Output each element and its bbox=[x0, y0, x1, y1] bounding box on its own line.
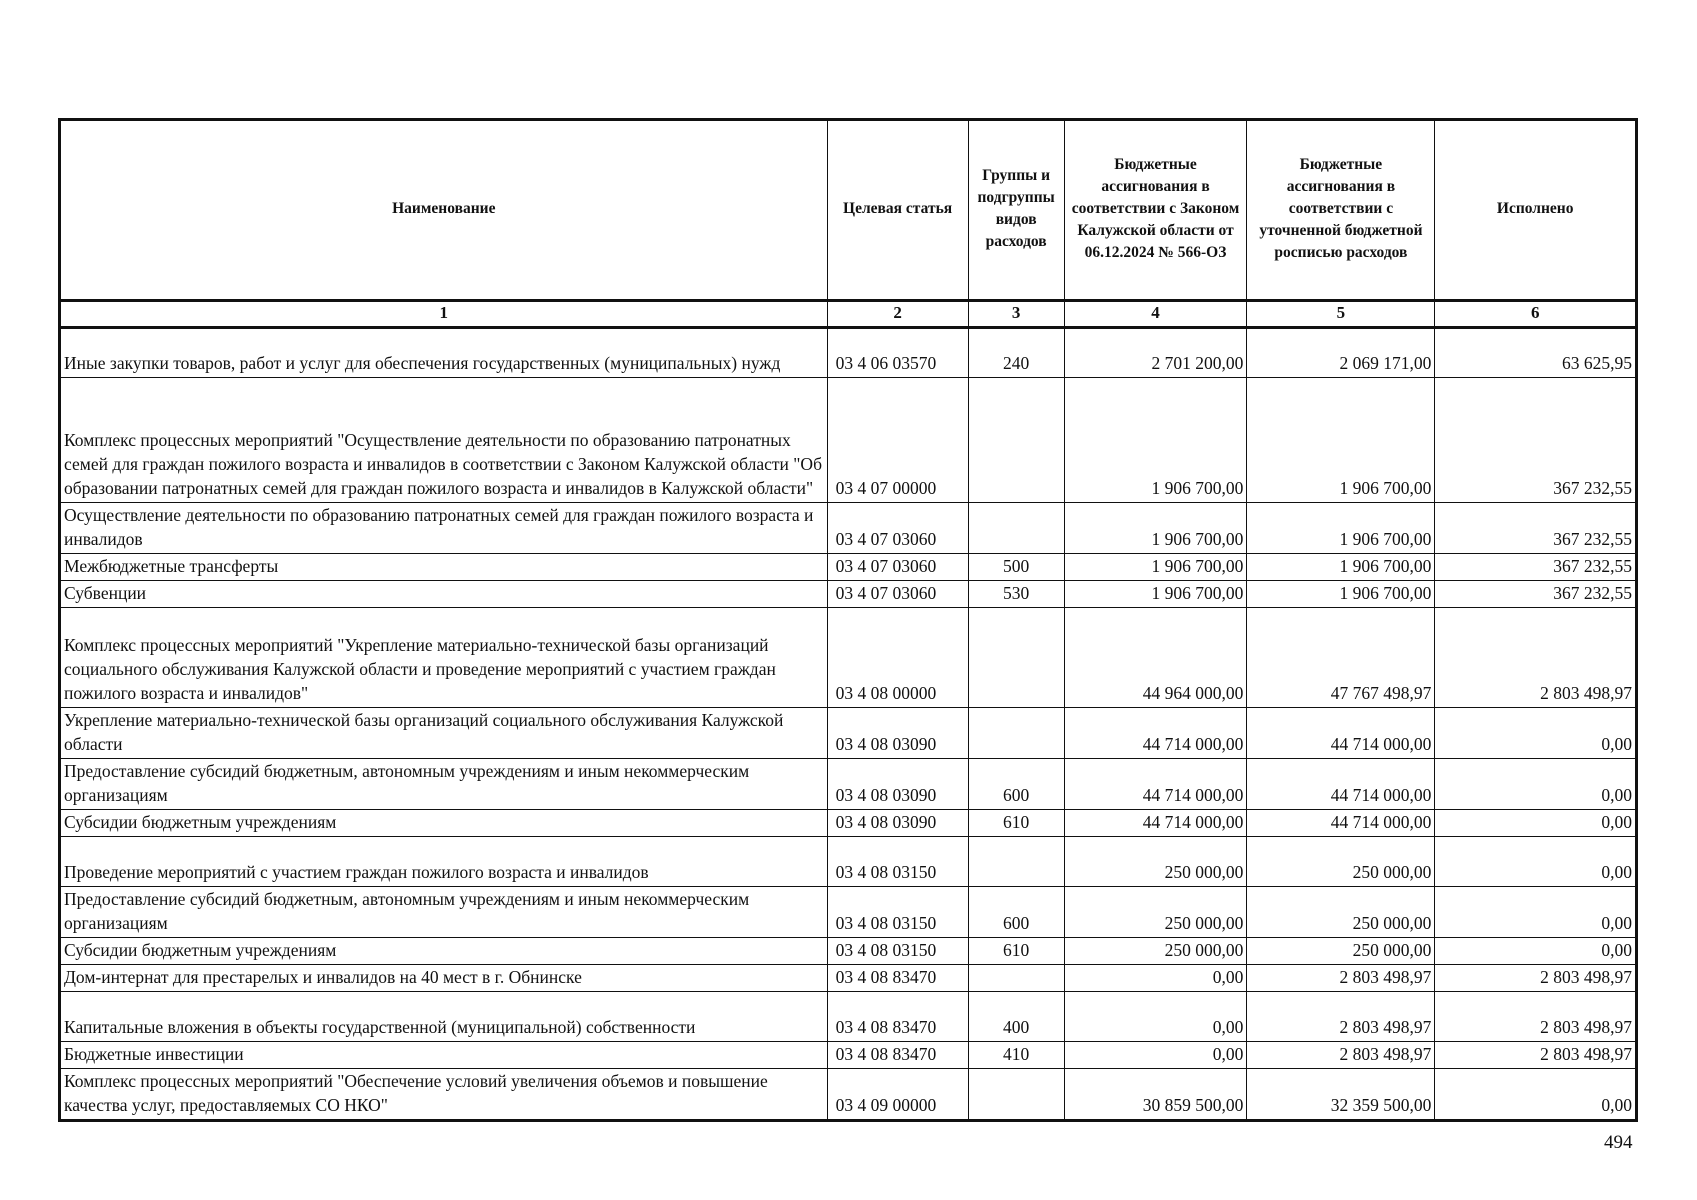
header-law-allocations: Бюджетные ассигнования в соответствии с Законом Калужской области от 06.12.2024 № 566-ОЗ bbox=[1064, 120, 1247, 301]
row-law-amount: 1 906 700,00 bbox=[1064, 378, 1247, 503]
row-law-amount: 44 714 000,00 bbox=[1064, 708, 1247, 759]
column-number: 2 bbox=[827, 301, 968, 328]
table-row bbox=[60, 938, 1637, 965]
row-target-article: 03 4 08 03090 bbox=[827, 708, 968, 759]
row-executed-amount: 0,00 bbox=[1435, 837, 1637, 887]
row-law-amount: 250 000,00 bbox=[1064, 837, 1247, 887]
row-name: Субсидии бюджетным учреждениям bbox=[60, 938, 828, 965]
row-name: Капитальные вложения в объекты государственной (муниципальной) собственности bbox=[60, 992, 828, 1042]
row-plan-amount: 250 000,00 bbox=[1247, 837, 1435, 887]
row-name: Комплекс процессных мероприятий "Осуществление деятельности по образованию патронатных семей для граждан пожилого возраста и инвалидов в соответствии с Законом Калужской области "Об образовании патронатных семей для граждан пожилого возраста и инвалидов в Калужской области" bbox=[60, 378, 828, 503]
row-expense-group bbox=[968, 503, 1064, 554]
table-body bbox=[60, 328, 1637, 1121]
row-target-article: 03 4 08 03150 bbox=[827, 887, 968, 938]
row-plan-amount: 47 767 498,97 bbox=[1247, 608, 1435, 708]
row-expense-group bbox=[968, 608, 1064, 708]
row-expense-group: 410 bbox=[968, 1042, 1064, 1069]
row-expense-group: 530 bbox=[968, 581, 1064, 608]
table-row bbox=[60, 810, 1637, 837]
row-plan-amount: 1 906 700,00 bbox=[1247, 581, 1435, 608]
column-number: 5 bbox=[1247, 301, 1435, 328]
row-executed-amount: 0,00 bbox=[1435, 759, 1637, 810]
row-expense-group: 610 bbox=[968, 938, 1064, 965]
page-number: 494 bbox=[1604, 1132, 1633, 1153]
budget-table bbox=[58, 118, 1638, 1122]
table-row bbox=[60, 708, 1637, 759]
row-plan-amount: 2 069 171,00 bbox=[1247, 328, 1435, 378]
row-plan-amount: 2 803 498,97 bbox=[1247, 992, 1435, 1042]
row-plan-amount: 1 906 700,00 bbox=[1247, 378, 1435, 503]
row-law-amount: 250 000,00 bbox=[1064, 938, 1247, 965]
row-plan-amount: 1 906 700,00 bbox=[1247, 503, 1435, 554]
row-law-amount: 0,00 bbox=[1064, 965, 1247, 992]
row-plan-amount: 1 906 700,00 bbox=[1247, 554, 1435, 581]
row-executed-amount: 367 232,55 bbox=[1435, 554, 1637, 581]
row-name: Субсидии бюджетным учреждениям bbox=[60, 810, 828, 837]
row-expense-group: 600 bbox=[968, 759, 1064, 810]
row-law-amount: 1 906 700,00 bbox=[1064, 503, 1247, 554]
table-row bbox=[60, 837, 1637, 887]
column-numbers-row bbox=[60, 301, 1637, 328]
header-name: Наименование bbox=[60, 120, 828, 301]
column-number: 3 bbox=[968, 301, 1064, 328]
row-expense-group bbox=[968, 837, 1064, 887]
row-target-article: 03 4 07 03060 bbox=[827, 554, 968, 581]
header-refined-allocations: Бюджетные ассигнования в соответствии с уточненной бюджетной росписью расходов bbox=[1247, 120, 1435, 301]
column-number: 4 bbox=[1064, 301, 1247, 328]
row-law-amount: 1 906 700,00 bbox=[1064, 554, 1247, 581]
row-expense-group: 610 bbox=[968, 810, 1064, 837]
row-name: Дом-интернат для престарелых и инвалидов на 40 мест в г. Обнинске bbox=[60, 965, 828, 992]
row-executed-amount: 0,00 bbox=[1435, 887, 1637, 938]
header-target-article: Целевая статья bbox=[827, 120, 968, 301]
table-row bbox=[60, 608, 1637, 708]
row-executed-amount: 63 625,95 bbox=[1435, 328, 1637, 378]
row-target-article: 03 4 08 03090 bbox=[827, 810, 968, 837]
row-target-article: 03 4 08 83470 bbox=[827, 992, 968, 1042]
row-plan-amount: 32 359 500,00 bbox=[1247, 1069, 1435, 1121]
header-row bbox=[60, 120, 1637, 301]
row-target-article: 03 4 07 03060 bbox=[827, 581, 968, 608]
table-row bbox=[60, 759, 1637, 810]
row-target-article: 03 4 06 03570 bbox=[827, 328, 968, 378]
table-row bbox=[60, 1069, 1637, 1121]
row-name: Комплекс процессных мероприятий "Обеспечение условий увеличения объемов и повышение качества услуг, предоставляемых СО НКО" bbox=[60, 1069, 828, 1121]
row-name: Укрепление материально-технической базы организаций социального обслуживания Калужской области bbox=[60, 708, 828, 759]
table-row bbox=[60, 503, 1637, 554]
row-executed-amount: 0,00 bbox=[1435, 708, 1637, 759]
row-executed-amount: 2 803 498,97 bbox=[1435, 965, 1637, 992]
row-executed-amount: 367 232,55 bbox=[1435, 503, 1637, 554]
row-name: Иные закупки товаров, работ и услуг для обеспечения государственных (муниципальных) нужд bbox=[60, 328, 828, 378]
row-name: Предоставление субсидий бюджетным, автономным учреждениям и иным некоммерческим организациям bbox=[60, 887, 828, 938]
row-law-amount: 44 714 000,00 bbox=[1064, 759, 1247, 810]
row-plan-amount: 44 714 000,00 bbox=[1247, 810, 1435, 837]
row-target-article: 03 4 09 00000 bbox=[827, 1069, 968, 1121]
header-executed: Исполнено bbox=[1435, 120, 1637, 301]
row-target-article: 03 4 08 83470 bbox=[827, 965, 968, 992]
row-name: Осуществление деятельности по образованию патронатных семей для граждан пожилого возраста и инвалидов bbox=[60, 503, 828, 554]
row-executed-amount: 367 232,55 bbox=[1435, 378, 1637, 503]
row-name: Бюджетные инвестиции bbox=[60, 1042, 828, 1069]
row-plan-amount: 250 000,00 bbox=[1247, 938, 1435, 965]
row-law-amount: 0,00 bbox=[1064, 992, 1247, 1042]
row-plan-amount: 44 714 000,00 bbox=[1247, 759, 1435, 810]
row-law-amount: 0,00 bbox=[1064, 1042, 1247, 1069]
row-expense-group: 500 bbox=[968, 554, 1064, 581]
row-executed-amount: 2 803 498,97 bbox=[1435, 608, 1637, 708]
table-row bbox=[60, 581, 1637, 608]
row-target-article: 03 4 07 00000 bbox=[827, 378, 968, 503]
row-law-amount: 44 964 000,00 bbox=[1064, 608, 1247, 708]
row-law-amount: 30 859 500,00 bbox=[1064, 1069, 1247, 1121]
row-plan-amount: 44 714 000,00 bbox=[1247, 708, 1435, 759]
row-expense-group bbox=[968, 378, 1064, 503]
row-target-article: 03 4 08 00000 bbox=[827, 608, 968, 708]
row-law-amount: 2 701 200,00 bbox=[1064, 328, 1247, 378]
row-expense-group: 600 bbox=[968, 887, 1064, 938]
column-number: 1 bbox=[60, 301, 828, 328]
table-row bbox=[60, 887, 1637, 938]
row-expense-group bbox=[968, 708, 1064, 759]
row-plan-amount: 2 803 498,97 bbox=[1247, 965, 1435, 992]
table-row bbox=[60, 965, 1637, 992]
row-executed-amount: 0,00 bbox=[1435, 938, 1637, 965]
row-expense-group: 400 bbox=[968, 992, 1064, 1042]
table-row bbox=[60, 992, 1637, 1042]
row-name: Предоставление субсидий бюджетным, автономным учреждениям и иным некоммерческим организациям bbox=[60, 759, 828, 810]
table-row bbox=[60, 554, 1637, 581]
column-number: 6 bbox=[1435, 301, 1637, 328]
row-expense-group bbox=[968, 1069, 1064, 1121]
row-expense-group bbox=[968, 965, 1064, 992]
row-target-article: 03 4 08 03150 bbox=[827, 938, 968, 965]
row-law-amount: 1 906 700,00 bbox=[1064, 581, 1247, 608]
row-target-article: 03 4 08 03150 bbox=[827, 837, 968, 887]
row-target-article: 03 4 08 83470 bbox=[827, 1042, 968, 1069]
row-executed-amount: 2 803 498,97 bbox=[1435, 992, 1637, 1042]
row-executed-amount: 0,00 bbox=[1435, 810, 1637, 837]
row-target-article: 03 4 07 03060 bbox=[827, 503, 968, 554]
row-name: Межбюджетные трансферты bbox=[60, 554, 828, 581]
row-name: Комплекс процессных мероприятий "Укрепление материально-технической базы организаций социального обслуживания Калужской области и проведение мероприятий с участием граждан пожилого возраста и инвалидов" bbox=[60, 608, 828, 708]
row-target-article: 03 4 08 03090 bbox=[827, 759, 968, 810]
row-name: Проведение мероприятий с участием граждан пожилого возраста и инвалидов bbox=[60, 837, 828, 887]
row-plan-amount: 250 000,00 bbox=[1247, 887, 1435, 938]
table-header bbox=[60, 120, 1637, 328]
row-law-amount: 250 000,00 bbox=[1064, 887, 1247, 938]
header-expense-groups: Группы и подгруппы видов расходов bbox=[968, 120, 1064, 301]
row-name: Субвенции bbox=[60, 581, 828, 608]
row-plan-amount: 2 803 498,97 bbox=[1247, 1042, 1435, 1069]
table-row bbox=[60, 378, 1637, 503]
row-law-amount: 44 714 000,00 bbox=[1064, 810, 1247, 837]
row-executed-amount: 2 803 498,97 bbox=[1435, 1042, 1637, 1069]
row-executed-amount: 367 232,55 bbox=[1435, 581, 1637, 608]
table-row bbox=[60, 328, 1637, 378]
row-executed-amount: 0,00 bbox=[1435, 1069, 1637, 1121]
row-expense-group: 240 bbox=[968, 328, 1064, 378]
table-row bbox=[60, 1042, 1637, 1069]
